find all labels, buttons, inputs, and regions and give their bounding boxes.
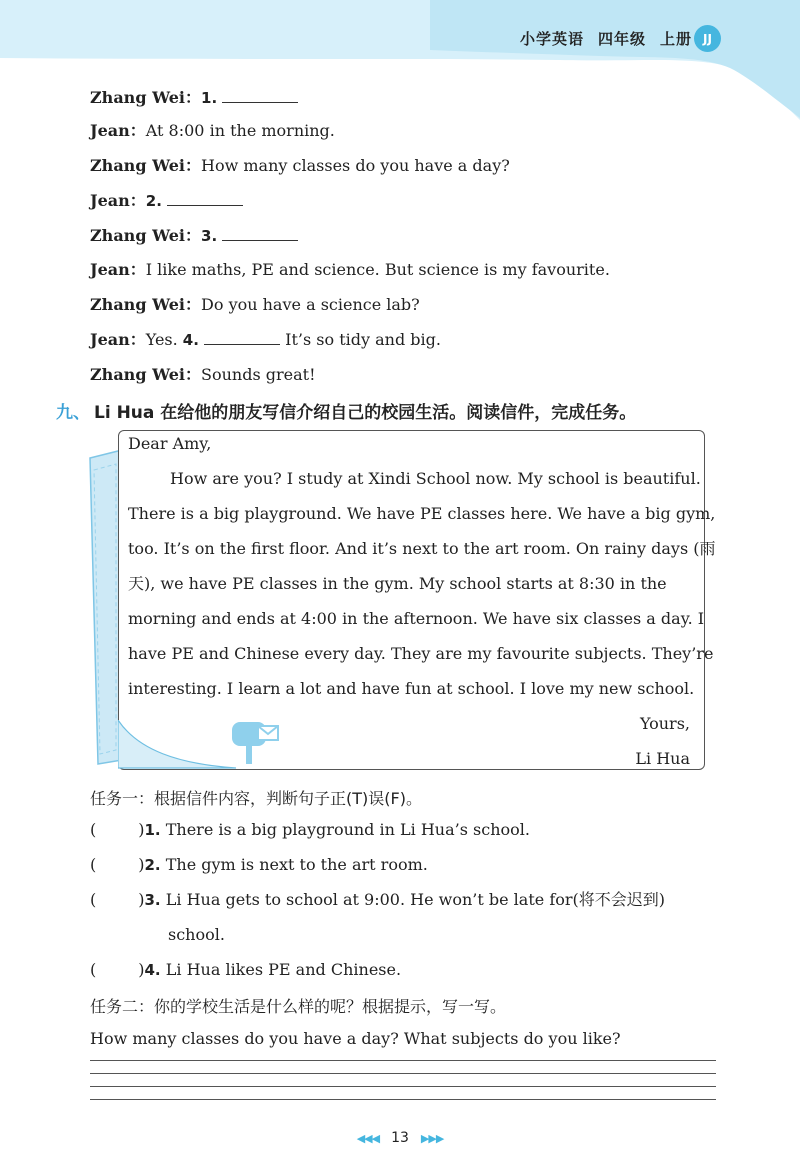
item-text: The gym is next to the art room. <box>165 855 428 874</box>
right-arrows-icon: ▶▶▶ <box>420 1132 444 1145</box>
letter-closing: Yours, <box>639 714 690 733</box>
speaker: Zhang Wei <box>90 365 185 384</box>
blank-number: 2. <box>145 192 162 210</box>
dialogue-text: At 8:00 in the morning. <box>145 121 335 140</box>
task1-title: 任务一：根据信件内容，判断句子正(T)误(F)。 <box>90 789 422 808</box>
item-number: 3. <box>144 891 161 909</box>
letter-line: morning and ends at 4:00 in the afternoon. We have six classes a day. I <box>128 609 705 628</box>
section-number: 九、 <box>56 403 90 423</box>
speaker: Zhang Wei <box>90 226 185 245</box>
dialogue-pre: Yes. <box>145 330 178 349</box>
speaker: Jean <box>90 121 130 140</box>
true-false-item-1: ( )1. There is a big playground in Li Hua’s school. <box>90 820 530 839</box>
dialogue-text: I like maths, PE and science. But science is my favourite. <box>145 260 610 279</box>
answer-paren-open[interactable]: ( <box>90 960 97 979</box>
page-number: 13 <box>391 1130 409 1146</box>
dialogue-line-8: Jean：Yes. 4. It’s so tidy and big. <box>90 330 441 349</box>
dialogue-line-1: Zhang Wei：1. <box>90 88 298 108</box>
dialogue-line-4: Jean：2. <box>90 191 243 211</box>
section-instructions: Li Hua 在给他的朋友写信介绍自己的校园生活。阅读信件，完成任务。 <box>94 403 637 423</box>
answer-blank[interactable] <box>222 88 298 103</box>
dialogue-line-5: Zhang Wei：3. <box>90 226 298 246</box>
speaker: Jean <box>90 330 130 349</box>
speaker: Zhang Wei <box>90 295 185 314</box>
dialogue-text: Sounds great! <box>201 365 316 384</box>
letter-line: There is a big playground. We have PE classes here. We have a big gym, <box>128 504 716 523</box>
blank-number: 3. <box>201 227 218 245</box>
blank-number: 1. <box>201 89 218 107</box>
dialogue-line-7: Zhang Wei：Do you have a science lab? <box>90 295 420 314</box>
writing-line[interactable] <box>90 1099 716 1100</box>
answer-blank[interactable] <box>204 330 280 345</box>
letter-greeting: Dear Amy, <box>128 434 212 453</box>
speaker: Zhang Wei <box>90 88 185 107</box>
item-number: 2. <box>144 856 161 874</box>
task2-title: 任务二：你的学校生活是什么样的呢？根据提示，写一写。 <box>90 997 507 1016</box>
dialogue-line-3: Zhang Wei：How many classes do you have a day? <box>90 156 510 175</box>
volume-label: 上册 <box>660 30 693 48</box>
dialogue-line-2: Jean：At 8:00 in the morning. <box>90 121 335 140</box>
book-name: 小学英语 <box>520 30 585 48</box>
speaker: Jean <box>90 191 130 210</box>
dialogue-text: How many classes do you have a day? <box>201 156 510 175</box>
answer-paren-open[interactable]: ( <box>90 855 97 874</box>
true-false-item-3: ( )3. Li Hua gets to school at 9:00. He won’t be late for(将不会迟到) <box>90 890 666 909</box>
answer-paren-open[interactable]: ( <box>90 820 97 839</box>
letter-signature: Li Hua <box>635 749 690 768</box>
blank-number: 4. <box>182 331 199 349</box>
answer-blank[interactable] <box>167 191 243 206</box>
section-title <box>56 398 636 423</box>
letter-line: 天), we have PE classes in the gym. My school starts at 8:30 in the <box>128 574 667 593</box>
header-wave-decoration <box>0 0 800 130</box>
letter-line: have PE and Chinese every day. They are my favourite subjects. They’re <box>128 644 714 663</box>
true-false-item-3-continued: school. <box>168 925 225 944</box>
letter-line: How are you? I study at Xindi School now. My school is beautiful. <box>170 469 701 488</box>
edition-badge: JJ <box>694 25 721 52</box>
writing-line[interactable] <box>90 1073 716 1074</box>
writing-line[interactable] <box>90 1086 716 1087</box>
grade-label: 四年级 <box>598 30 647 48</box>
dialogue-line-9: Zhang Wei：Sounds great! <box>90 365 316 384</box>
item-number: 1. <box>144 821 161 839</box>
curled-corner-decoration <box>118 720 238 770</box>
writing-line[interactable] <box>90 1060 716 1061</box>
header-title <box>520 28 706 49</box>
item-text: There is a big playground in Li Hua’s school. <box>165 820 530 839</box>
mailbox-icon <box>228 716 282 766</box>
page-footer <box>0 1130 800 1146</box>
task2-prompt: How many classes do you have a day? What subjects do you like? <box>90 1029 621 1048</box>
answer-blank[interactable] <box>222 226 298 241</box>
true-false-item-4: ( )4. Li Hua likes PE and Chinese. <box>90 960 402 979</box>
letter-line: interesting. I learn a lot and have fun at school. I love my new school. <box>128 679 695 698</box>
speaker: Zhang Wei <box>90 156 185 175</box>
dialogue-text: Do you have a science lab? <box>201 295 420 314</box>
left-arrows-icon: ◀◀◀ <box>356 1132 380 1145</box>
dialogue-text: It’s so tidy and big. <box>285 330 441 349</box>
dialogue-line-6: Jean：I like maths, PE and science. But science is my favourite. <box>90 260 610 279</box>
item-number: 4. <box>144 961 161 979</box>
item-text: Li Hua likes PE and Chinese. <box>165 960 402 979</box>
answer-paren-open[interactable]: ( <box>90 890 97 909</box>
item-text: Li Hua gets to school at 9:00. He won’t be late for(将不会迟到) <box>165 890 666 909</box>
speaker: Jean <box>90 260 130 279</box>
letter-line: too. It’s on the first floor. And it’s next to the art room. On rainy days (雨 <box>128 539 716 558</box>
true-false-item-2: ( )2. The gym is next to the art room. <box>90 855 428 874</box>
